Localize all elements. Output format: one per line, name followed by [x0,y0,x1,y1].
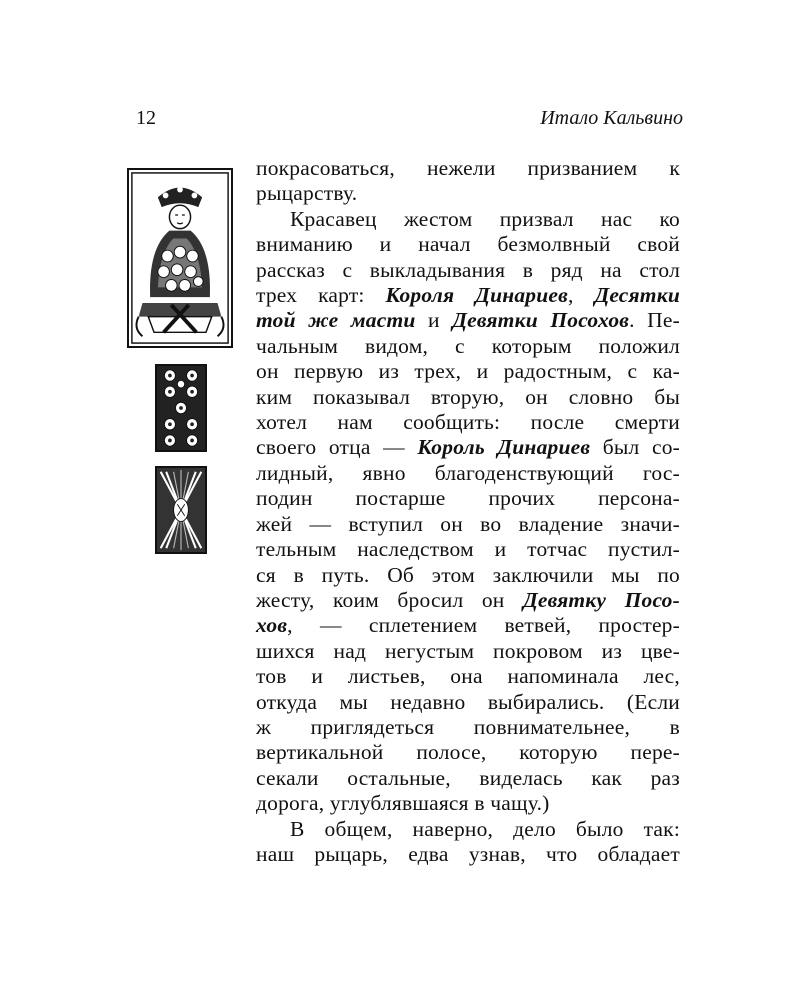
text-line [256,817,680,842]
text-segment: он первую из трех, и радостным, с ка- [256,359,680,384]
text-segment: жесту, коим бросил он [256,587,523,612]
text-line [256,563,680,588]
text-segment: тельным наследством и тотчас пустил- [256,537,680,562]
card-king-of-coins [127,168,233,348]
text-line [256,435,680,460]
emphasis-text: хов [256,613,288,638]
text-segment: вертикальной полосе, которую пере- [256,740,680,765]
text-segment: ся в путь. Об этом заключили мы по [256,562,680,587]
text-line [256,156,680,181]
text-line [256,537,680,562]
text-segment: дорога, углублявшаяся в чащу.) [256,791,550,816]
text-line [256,308,680,333]
emphasis-text: Короля Динариев [385,283,568,308]
text-line [256,664,680,689]
text-line [256,359,680,384]
text-segment: покрасоваться, нежели призванием к [256,156,680,180]
tarot-king-of-coins-icon [129,170,231,346]
text-line [256,842,680,867]
emphasis-text: Десятки [594,283,680,308]
text-segment: лидный, явно благоденствующий гос- [256,460,680,485]
text-segment: , [567,283,595,308]
card-nine-of-staves [155,466,207,554]
card-ten-of-coins [155,364,207,452]
text-line [256,207,680,232]
emphasis-text: Девятку Посо- [522,587,680,612]
running-head: Итало Кальвино [540,107,683,129]
text-line [256,766,680,791]
page-number: 12 [136,107,156,129]
text-segment: рыцарству. [256,181,358,206]
text-segment: и [415,308,453,333]
text-line [256,258,680,283]
text-segment: наш рыцарь, едва узнав, что обладает [256,841,680,866]
text-segment: трех карт: [256,283,386,308]
text-line [256,715,680,740]
text-line [256,461,680,486]
text-line [256,385,680,410]
text-line [256,232,680,257]
tarot-ten-of-coins-icon [157,366,205,450]
text-segment: тов и листьев, она напоминала лес, [256,664,680,689]
text-segment: , — сплетением ветвей, простер- [287,613,680,638]
emphasis-text: той же масти [256,308,416,333]
text-line [256,512,680,537]
text-segment: секали остальные, виделась как раз [256,765,680,790]
text-segment: подин постарше прочих персона- [256,486,680,511]
text-line [256,740,680,765]
text-segment: шихся над негустым покровом из цве- [256,638,680,663]
text-line [256,588,680,613]
text-segment: чальным видом, с которым положил [256,333,680,358]
text-segment: рассказ с выкладывания в ряд на стол [256,257,680,282]
emphasis-text: Девятки Посохов [452,308,630,333]
text-segment: ким показывал вторую, он словно бы [256,384,680,409]
text-line [256,334,680,359]
text-segment: В общем, наверно, дело было так: [290,816,680,841]
text-segment: жей — вступил он во владение значи- [256,511,680,536]
text-segment: . Пе- [629,308,681,333]
text-segment: ж приглядеться повнимательнее, в [256,714,680,739]
text-segment: Красавец жестом призвал нас ко [290,206,680,231]
text-line [256,283,680,308]
text-segment: откуда мы недавно выбирались. (Если [256,689,680,714]
text-line [256,639,680,664]
tarot-nine-of-staves-icon [157,468,205,552]
text-segment: своего отца — [256,435,418,460]
text-line [256,181,680,206]
text-line [256,613,680,638]
text-segment: был со- [590,435,680,460]
text-line [256,410,680,435]
body-text [256,156,680,867]
text-line [256,486,680,511]
text-segment: вниманию и начал безмолвный свой [256,232,680,257]
text-segment: хотел нам сообщить: после смерти [256,410,680,435]
text-line [256,791,680,816]
emphasis-text: Король Динариев [417,435,591,460]
text-line [256,690,680,715]
